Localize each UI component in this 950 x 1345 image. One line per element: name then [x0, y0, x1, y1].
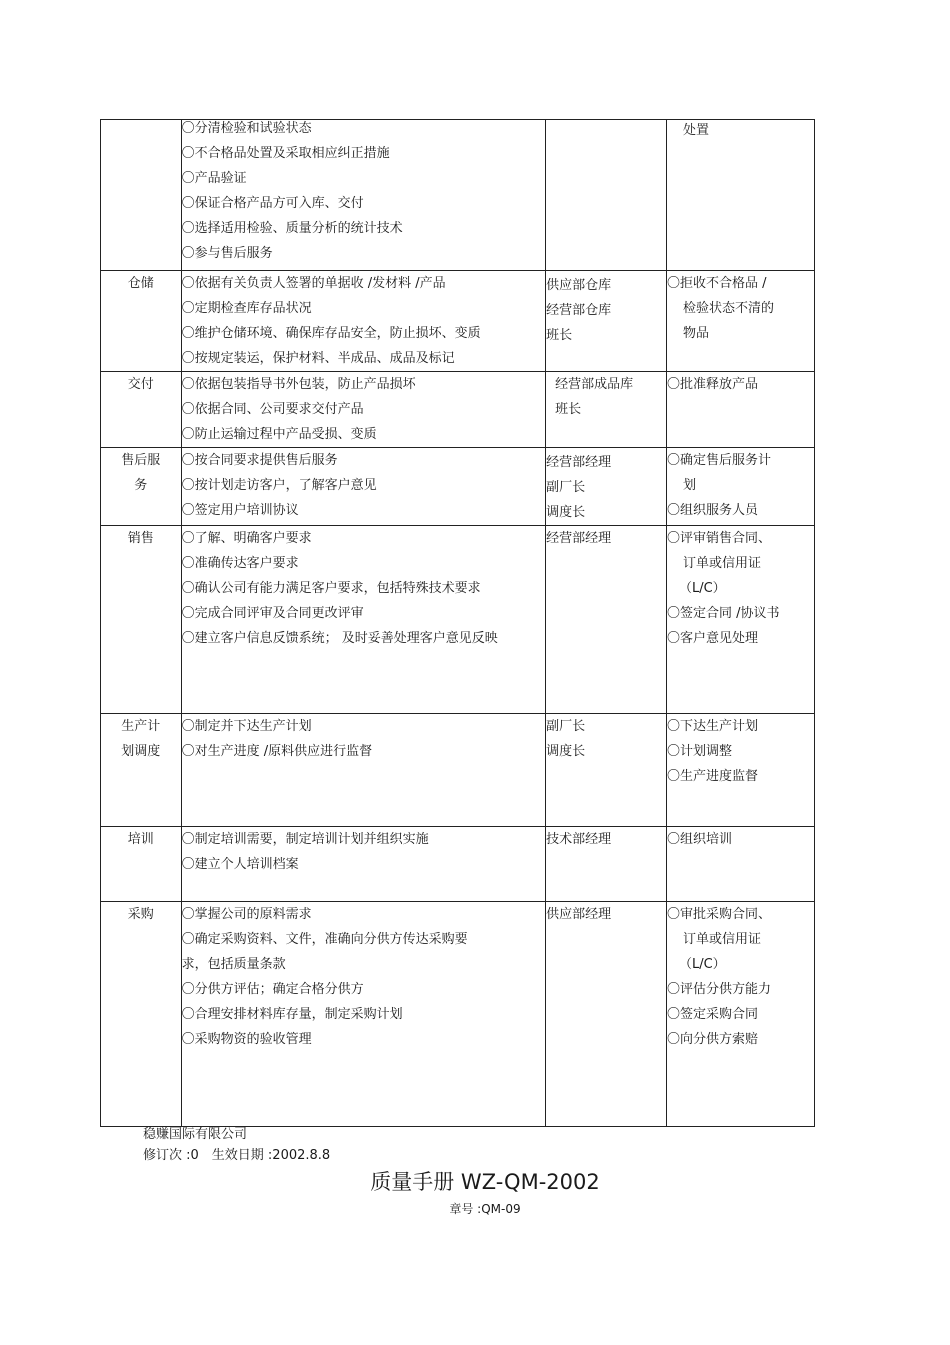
company-name: 稳赚国际有限公司 — [143, 1127, 248, 1142]
authority-line: 划 — [682, 478, 696, 493]
area-label: 售后服 — [121, 453, 161, 468]
duty-line: 〇依据包装指导书外包装，防止产品损坏 — [181, 377, 416, 392]
area-label: 采购 — [127, 907, 154, 922]
authority-line: 〇向分供方索赔 — [666, 1032, 758, 1047]
dept-cell — [546, 271, 667, 372]
duty-line: 〇了解、明确客户要求 — [181, 531, 312, 546]
dept-cell — [546, 448, 667, 526]
area-label: 务 — [134, 478, 148, 493]
authority-cell — [666, 448, 814, 526]
dept-line: 经营部经理 — [546, 455, 612, 470]
authority-line: 〇组织服务人员 — [666, 503, 758, 518]
area-label: 销售 — [127, 531, 154, 546]
authority-line: 〇签定采购合同 — [666, 1007, 758, 1022]
table-row — [101, 448, 815, 526]
duties-cell — [181, 714, 546, 827]
area-cell — [101, 902, 182, 1127]
duty-line: 〇按规定装运，保护材料、半成品、成品及标记 — [181, 351, 455, 366]
authority-cell — [666, 526, 814, 714]
duty-line: 〇产品验证 — [181, 171, 247, 186]
duty-line: 〇不合格品处置及采取相应纠正措施 — [181, 146, 390, 161]
area-label: 交付 — [127, 377, 154, 392]
dept-line: 副厂长 — [546, 480, 586, 495]
duty-line: 〇分供方评估；确定合格分供方 — [181, 982, 364, 997]
duty-line: 〇完成合同评审及合同更改评审 — [181, 606, 364, 621]
table-row — [101, 120, 815, 271]
authority-cell — [666, 271, 814, 372]
authority-line: 〇批准释放产品 — [666, 377, 758, 392]
duties-cell — [181, 526, 546, 714]
duty-line: 〇按计划走访客户，了解客户意见 — [181, 478, 377, 493]
duty-line: 〇准确传达客户要求 — [181, 556, 299, 571]
duty-line: 〇维护仓储环境、确保库存品安全，防止损坏、变质 — [181, 326, 481, 341]
duty-line: 〇保证合格产品方可入库、交付 — [181, 196, 364, 211]
area-cell — [101, 448, 182, 526]
duty-line: 〇签定用户培训协议 — [181, 503, 299, 518]
dept-line: 经营部经理 — [546, 531, 612, 546]
authority-line: 〇确定售后服务计 — [666, 453, 771, 468]
table-row — [101, 827, 815, 902]
duty-line: 〇选择适用检验、质量分析的统计技术 — [181, 221, 403, 236]
table-row — [101, 902, 815, 1127]
area-label: 培训 — [127, 832, 154, 847]
dept-line: 调度长 — [546, 505, 586, 520]
authority-line: 〇计划调整 — [666, 744, 732, 759]
table-row — [101, 372, 815, 448]
duty-line: 〇建立客户信息反馈系统； 及时妥善处理客户意见反映 — [181, 631, 498, 646]
duty-line: 〇依据合同、公司要求交付产品 — [181, 402, 364, 417]
revision-info: 修订次 :0 生效日期 :2002.8.8 — [143, 1148, 331, 1163]
authority-line: 〇组织培训 — [666, 832, 732, 847]
authority-line: 〇拒收不合格品 / — [666, 276, 767, 291]
dept-line: 经营部成品库 — [555, 377, 634, 392]
duty-line: 〇参与售后服务 — [181, 246, 273, 261]
dept-line: 供应部经理 — [546, 907, 612, 922]
dept-line: 班长 — [555, 402, 582, 417]
manual-title: 质量手册 WZ-QM-2002 — [370, 1170, 600, 1194]
authority-line: 〇评审销售合同、 — [666, 531, 771, 546]
duty-line: 〇制定并下达生产计划 — [181, 719, 312, 734]
dept-cell — [546, 120, 667, 271]
duty-line: 〇制定培训需要，制定培训计划并组织实施 — [181, 832, 429, 847]
authority-line: （L/C） — [678, 581, 726, 596]
duties-cell — [181, 372, 546, 448]
dept-cell — [546, 714, 667, 827]
duty-line: 求，包括质量条款 — [181, 957, 286, 972]
dept-line: 副厂长 — [546, 719, 586, 734]
authority-cell — [666, 372, 814, 448]
responsibility-table — [100, 119, 815, 1127]
duty-line: 〇对生产进度 /原料供应进行监督 — [181, 744, 373, 759]
authority-cell — [666, 120, 814, 271]
authority-line: 〇下达生产计划 — [666, 719, 758, 734]
table-row — [101, 271, 815, 372]
area-cell — [101, 120, 182, 271]
area-cell — [101, 271, 182, 372]
authority-line: 处置 — [682, 123, 709, 138]
duty-line: 〇采购物资的验收管理 — [181, 1032, 312, 1047]
duty-line: 〇按合同要求提供售后服务 — [181, 453, 338, 468]
chapter-number: 章号 :QM-09 — [449, 1202, 521, 1216]
duty-line: 〇合理安排材料库存量，制定采购计划 — [181, 1007, 403, 1022]
table-row — [101, 714, 815, 827]
area-label: 划调度 — [121, 744, 161, 759]
area-cell — [101, 526, 182, 714]
area-cell — [101, 714, 182, 827]
duties-cell — [181, 271, 546, 372]
area-label: 生产计 — [121, 719, 161, 734]
authority-line: 〇审批采购合同、 — [666, 907, 771, 922]
authority-cell — [666, 714, 814, 827]
duty-line: 〇掌握公司的原料需求 — [181, 907, 312, 922]
table-row — [101, 526, 815, 714]
duty-line: 〇防止运输过程中产品受损、变质 — [181, 427, 377, 442]
authority-line: 检验状态不清的 — [682, 301, 774, 316]
duty-line: 〇依据有关负责人签署的单据收 /发材料 /产品 — [181, 276, 446, 291]
authority-cell — [666, 827, 814, 902]
duties-cell — [181, 827, 546, 902]
dept-line: 经营部仓库 — [546, 303, 612, 318]
duties-cell — [181, 120, 546, 271]
authority-line: （L/C） — [678, 957, 726, 972]
duty-line: 〇建立个人培训档案 — [181, 857, 299, 872]
duty-line: 〇分清检验和试验状态 — [181, 121, 312, 136]
duty-line: 〇确定采购资料、文件，准确向分供方传达采购要 — [181, 932, 468, 947]
dept-cell — [546, 372, 667, 448]
dept-line: 供应部仓库 — [546, 278, 612, 293]
duties-cell — [181, 902, 546, 1127]
dept-cell — [546, 902, 667, 1127]
dept-cell — [546, 526, 667, 714]
area-label: 仓储 — [127, 276, 154, 291]
authority-cell — [666, 902, 814, 1127]
authority-line: 订单或信用证 — [682, 556, 761, 571]
authority-line: 〇客户意见处理 — [666, 631, 758, 646]
area-cell — [101, 827, 182, 902]
authority-line: 〇评估分供方能力 — [666, 982, 771, 997]
authority-line: 物品 — [682, 326, 709, 341]
dept-line: 技术部经理 — [546, 832, 612, 847]
dept-line: 调度长 — [546, 744, 586, 759]
authority-line: 订单或信用证 — [682, 932, 761, 947]
dept-cell — [546, 827, 667, 902]
authority-line: 〇签定合同 /协议书 — [666, 606, 780, 621]
duty-line: 〇确认公司有能力满足客户要求，包括特殊技术要求 — [181, 581, 481, 596]
authority-line: 〇生产进度监督 — [666, 769, 758, 784]
dept-line: 班长 — [546, 328, 573, 343]
area-cell — [101, 372, 182, 448]
duties-cell — [181, 448, 546, 526]
duty-line: 〇定期检查库存品状况 — [181, 301, 312, 316]
